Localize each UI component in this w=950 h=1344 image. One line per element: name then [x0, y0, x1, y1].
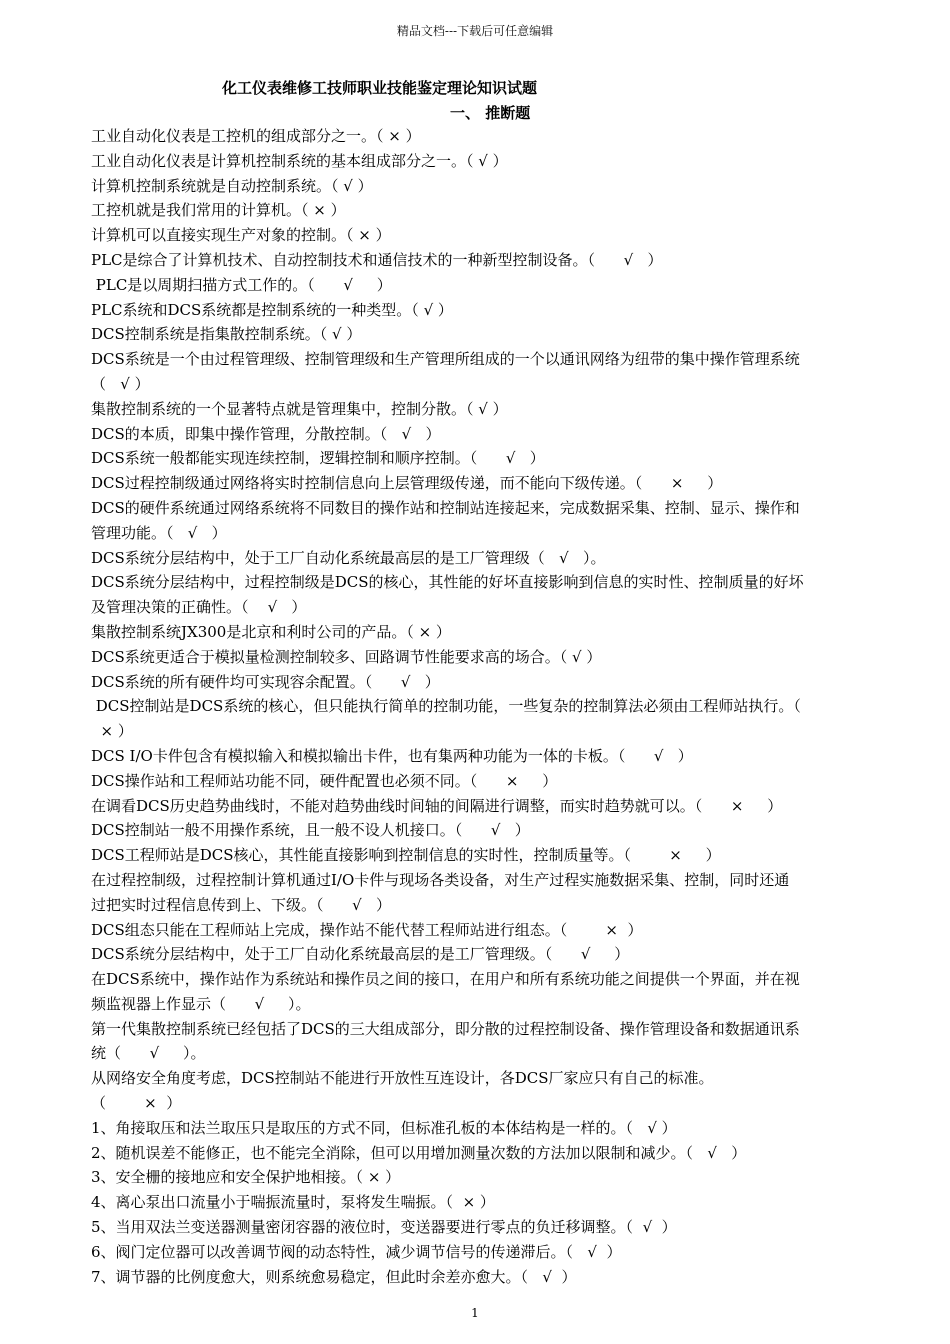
- question-line: 管理功能。（ √ ）: [91, 523, 227, 542]
- question-line: DCS操作站和工程师站功能不同，硬件配置也必须不同。（ × ）: [91, 771, 558, 790]
- question-line: 在过程控制级，过程控制计算机通过I/O卡件与现场各类设备，对生产过程实施数据采集、控制，同时还通: [91, 870, 790, 889]
- question-line: DCS控制站一般不用操作系统，且一般不设人机接口。（ √ ）: [91, 821, 530, 840]
- question-line: 工业自动化仪表是工控机的组成部分之一。（ × ）: [91, 127, 421, 145]
- question-line: 频监视器上作显示（ √ ）。: [91, 994, 311, 1013]
- page-header: 精品文档---下载后可任意编辑: [396, 24, 554, 38]
- question-line: DCS过程控制级通过网络将实时控制信息向上层管理级传递，而不能向下级传递。（ × ）: [91, 474, 723, 493]
- question-line: 2、随机误差不能修正，也不能完全消除，但可以用增加测量次数的方法加以限制和减少。（ √ ）: [91, 1143, 747, 1162]
- question-line: 工控机就是我们常用的计算机。（ × ）: [91, 201, 346, 220]
- question-line: 在DCS系统中，操作站作为系统站和操作员之间的接口，在用户和所有系统功能之间提供一个界面，并在视: [91, 970, 800, 989]
- question-line: DCS系统分层结构中，过程控制级是DCS的核心，其性能的好坏直接影响到信息的实时性、控制质量的好坏: [91, 573, 804, 592]
- question-line: 4、离心泵出口流量小于喘振流量时，泵将发生喘振。（ × ）: [91, 1193, 495, 1212]
- question-line: 及管理决策的正确性。（ √ ）: [91, 598, 307, 617]
- question-line: DCS系统分层结构中，处于工厂自动化系统最高层的是工厂管理级（ √ ）。: [91, 548, 606, 567]
- question-line: PLC是综合了计算机技术、自动控制技术和通信技术的一种新型控制设备。（ √ ）: [91, 250, 663, 269]
- question-line: 集散控制系统JX300是北京和利时公司的产品。（ × ）: [91, 622, 451, 641]
- question-line: 5、当用双法兰变送器测量密闭容器的液位时，变送器要进行零点的负迁移调整。（ √ ）: [91, 1218, 677, 1237]
- question-line: 过把实时过程信息传到上、下级。（ √ ）: [91, 895, 391, 914]
- question-line: DCS系统是一个由过程管理级、控制管理级和生产管理所组成的一个以通讯网络为纽带的集中操作管理系统: [91, 350, 800, 369]
- question-line: DCS的硬件系统通过网络系统将不同数目的操作站和控制站连接起来，完成数据采集、控制、显示、操作和: [91, 498, 800, 517]
- question-line: 从网络安全角度考虑，DCS控制站不能进行开放性互连设计，各DCS厂家应只有自己的标准。: [91, 1069, 714, 1088]
- question-line: 统（ √ ）。: [91, 1044, 206, 1063]
- question-line: DCS系统更适合于模拟量检测控制较多、回路调节性能要求高的场合。（ √ ）: [91, 647, 602, 666]
- question-line: PLC是以周期扫描方式工作的。（ √ ）: [91, 275, 392, 294]
- question-line: DCS系统分层结构中，处于工厂自动化系统最高层的是工厂管理级。（ √ ）: [91, 945, 630, 964]
- question-line: DCS的本质，即集中操作管理，分散控制。（ √ ）: [91, 424, 441, 443]
- page-number: 1: [471, 1306, 479, 1320]
- question-line: DCS系统的所有硬件均可实现容余配置。（ √ ）: [91, 672, 440, 691]
- question-line: 在调看DCS历史趋势曲线时，不能对趋势曲线时间轴的间隔进行调整，而实时趋势就可以。（ × ）: [91, 796, 783, 815]
- question-line: DCS系统一般都能实现连续控制，逻辑控制和顺序控制。（ √ ）: [91, 449, 545, 468]
- question-line: DCS组态只能在工程师站上完成，操作站不能代替工程师站进行组态。（ × ）: [91, 920, 643, 939]
- question-line: 3、安全栅的接地应和安全保护地相接。（ × ）: [91, 1168, 401, 1187]
- question-line: 1、角接取压和法兰取压只是取压的方式不同，但标准孔板的本体结构是一样的。（ √ ）: [91, 1118, 677, 1137]
- document-title: 化工仪表维修工技师职业技能鉴定理论知识试题: [222, 79, 538, 97]
- question-line: 计算机可以直接实现生产对象的控制。（ × ）: [91, 226, 391, 245]
- question-line: 6、阀门定位器可以改善调节阀的动态特性，减少调节信号的传递滞后。（ √ ）: [91, 1242, 622, 1261]
- question-line: 7、调节器的比例度愈大，则系统愈易稳定，但此时余差亦愈大。（ √ ）: [91, 1267, 577, 1286]
- question-line: 第一代集散控制系统已经包括了DCS的三大组成部分，即分散的过程控制设备、操作管理设备和数据通讯系: [91, 1019, 800, 1038]
- question-line: × ）: [91, 722, 133, 741]
- question-line: DCS I/O卡件包含有模拟输入和模拟输出卡件，也有集两种功能为一体的卡板。（ √ ）: [91, 746, 693, 765]
- question-line: （ √ ）: [91, 374, 150, 393]
- question-line: DCS控制系统是指集散控制系统。（ √ ）: [91, 325, 362, 344]
- question-line: 集散控制系统的一个显著特点就是管理集中，控制分散。（ √ ）: [91, 399, 508, 418]
- question-line: （ × ）: [91, 1094, 182, 1113]
- question-line: 工业自动化仪表是计算机控制系统的基本组成部分之一。（ √ ）: [91, 151, 508, 170]
- section-heading: 一、 推断题: [450, 104, 531, 122]
- question-line: PLC系统和DCS系统都是控制系统的一种类型。（ √ ）: [91, 300, 453, 319]
- question-line: DCS工程师站是DCS核心，其性能直接影响到控制信息的实时性，控制质量等。（ × ）: [91, 846, 721, 865]
- question-line: 计算机控制系统就是自动控制系统。（ √ ）: [91, 176, 373, 195]
- question-line: DCS控制站是DCS系统的核心，但只能执行简单的控制功能，一些复杂的控制算法必须由工程师站执行。（: [91, 697, 801, 716]
- question-list: [91, 124, 881, 1289]
